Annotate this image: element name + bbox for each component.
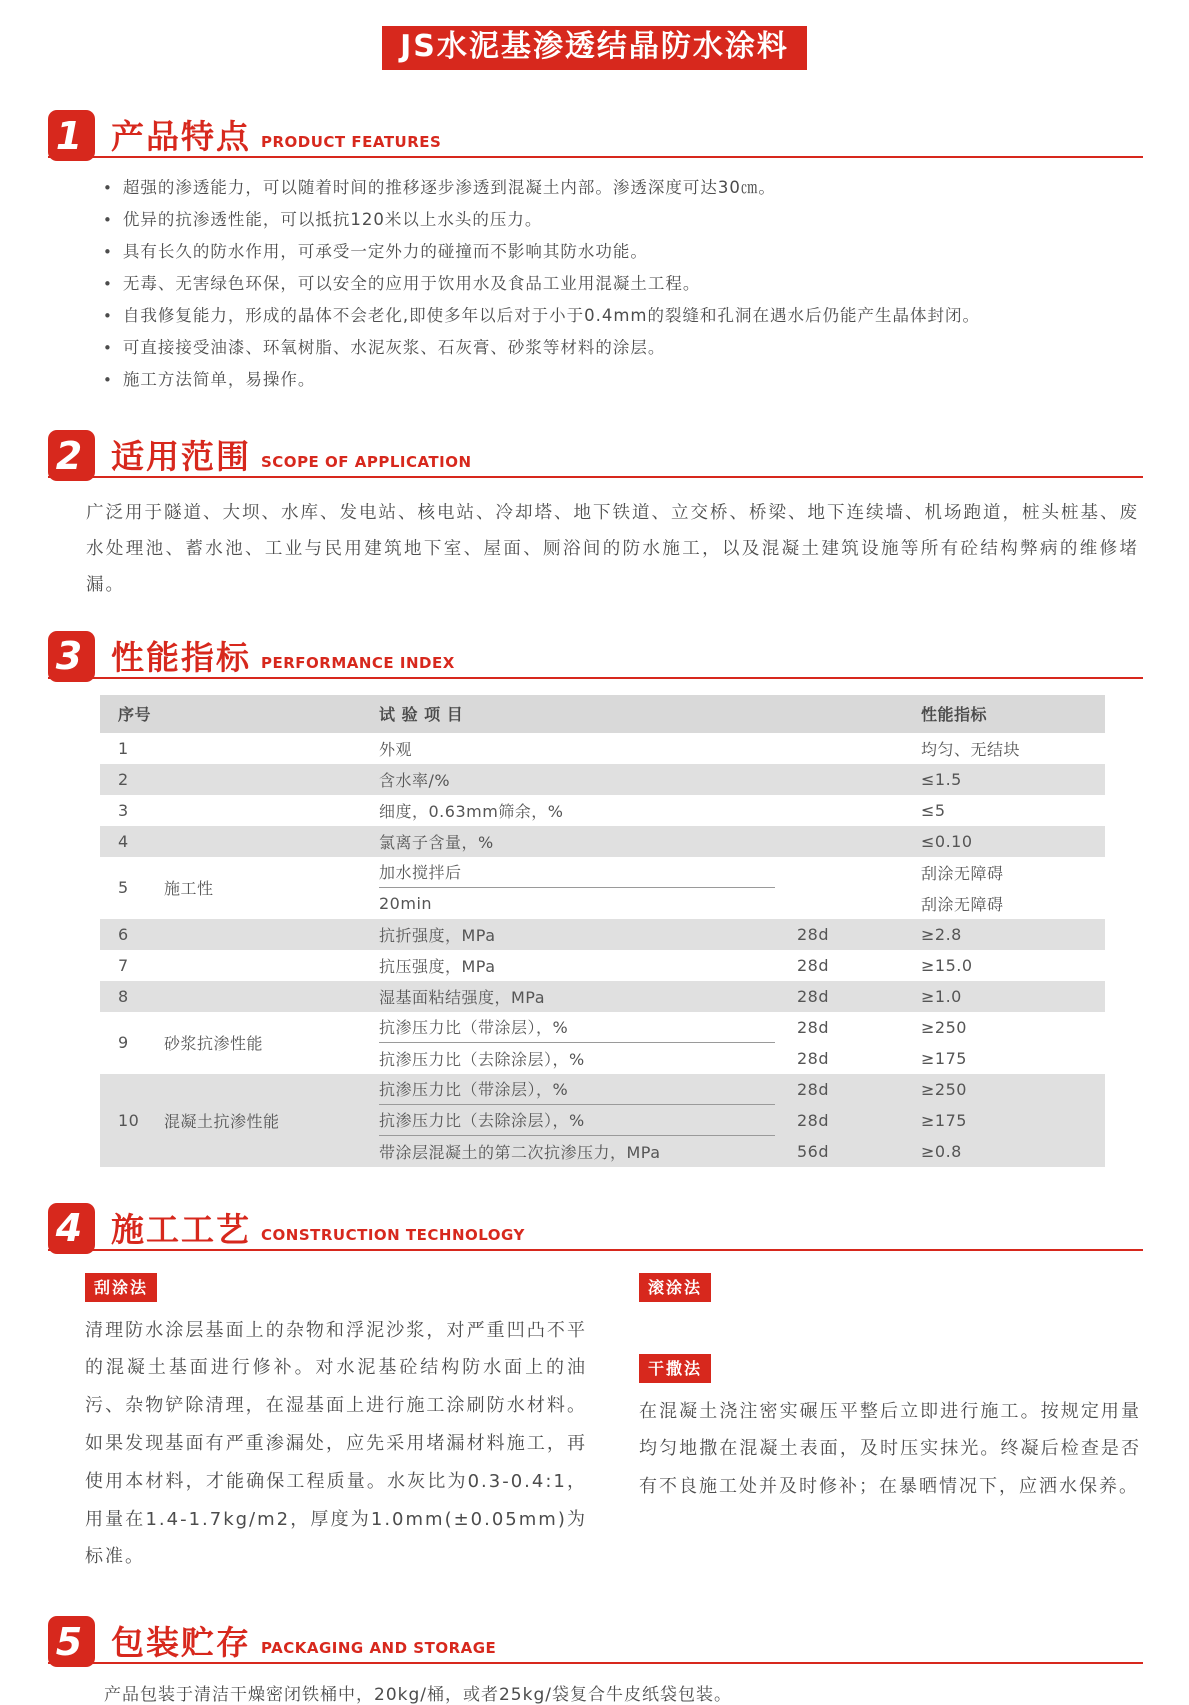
feature-text: 超强的渗透能力，可以随着时间的推移逐步渗透到混凝土内部。渗透深度可达30㎝。 <box>122 178 776 197</box>
header-cell-no: 序号 <box>118 705 152 725</box>
cell-age <box>775 795 905 826</box>
cell-age: 28d <box>797 924 830 944</box>
section-5-number: 5 <box>48 1616 95 1667</box>
cell-age: 28d <box>797 1110 830 1130</box>
cell-item: 抗折强度，MPa <box>379 925 496 945</box>
cell-age: 28d <box>797 955 830 975</box>
cell-item: 加水搅拌后 <box>379 857 775 888</box>
cell-age <box>775 764 905 795</box>
section-3-header <box>48 631 1143 679</box>
cell-no: 4 <box>118 831 129 851</box>
cell-no: 5 <box>118 878 129 898</box>
table-row <box>100 1012 1105 1074</box>
feature-text: 施工方法简单，易操作。 <box>122 370 316 389</box>
feature-item <box>103 368 1129 392</box>
method-badge-roll: 滚涂法 <box>639 1273 711 1302</box>
cell-no: 2 <box>118 769 129 789</box>
cell-group <box>160 733 375 764</box>
performance-table <box>100 695 1105 1167</box>
cell-value: ≤1.5 <box>921 769 962 789</box>
section-5-title: 包装贮存 <box>111 1623 251 1663</box>
table-row <box>100 826 1105 857</box>
table-header-row <box>100 695 1105 733</box>
section-2-subtitle: SCOPE OF APPLICATION <box>261 453 472 471</box>
cell-group <box>160 795 375 826</box>
cell-age-stack <box>775 1012 905 1074</box>
cell-value: ≤5 <box>921 800 946 820</box>
cell-value-stack <box>905 1012 1105 1074</box>
section-4-number: 4 <box>48 1203 95 1254</box>
cell-no: 9 <box>118 1033 129 1053</box>
cell-group <box>160 764 375 795</box>
cell-age <box>775 733 905 764</box>
table-row <box>100 764 1105 795</box>
feature-text: 自我修复能力，形成的晶体不会老化,即使多年以后对于小于0.4mm的裂缝和孔洞在遇水后仍能产生晶体封闭。 <box>122 306 980 325</box>
cell-value: ≥250 <box>921 1017 967 1037</box>
cell-value: 刮涂无障碍 <box>921 894 1004 914</box>
section-2-title: 适用范围 <box>111 437 251 476</box>
section-3-title: 性能指标 <box>111 637 251 677</box>
section-1-header <box>48 110 1143 158</box>
cell-value: 刮涂无障碍 <box>921 863 1004 883</box>
cell-no: 8 <box>118 986 129 1006</box>
header-cell-index: 性能指标 <box>921 705 988 725</box>
table-row <box>100 981 1105 1012</box>
construction-methods <box>85 1273 1141 1577</box>
section-5-header <box>48 1616 1143 1664</box>
section-3-subtitle: PERFORMANCE INDEX <box>261 653 455 672</box>
bullet-dot: • <box>103 307 113 325</box>
feature-text: 可直接接受油漆、环氧树脂、水泥灰浆、石灰膏、砂浆等材料的涂层。 <box>122 338 666 357</box>
packaging-paragraph: 产品包装于清洁干燥密闭铁桶中，20kg/桶，或者25kg/袋复合牛皮纸袋包装。 <box>104 1685 732 1705</box>
cell-item: 抗渗压力比（带涂层），% <box>379 1012 775 1043</box>
cell-group <box>160 826 375 857</box>
cell-item: 抗渗压力比（带涂层），% <box>379 1074 775 1105</box>
cell-age: 56d <box>797 1141 830 1161</box>
cell-group <box>160 919 375 950</box>
cell-age-stack <box>775 857 905 919</box>
feature-text: 具有长久的防水作用，可承受一定外力的碰撞而不影响其防水功能。 <box>122 242 648 261</box>
cell-item: 外观 <box>379 739 413 759</box>
cell-no: 3 <box>118 800 129 820</box>
header-cell-group <box>160 695 375 733</box>
section-2-number: 2 <box>48 430 95 481</box>
cell-no: 1 <box>118 738 129 758</box>
cell-no: 10 <box>118 1110 140 1130</box>
feature-list <box>103 176 1129 392</box>
section-5-subtitle: PACKAGING AND STORAGE <box>261 1639 497 1658</box>
table-row <box>100 1074 1105 1167</box>
cell-item: 细度，0.63mm筛余，% <box>379 801 564 821</box>
bullet-dot: • <box>103 371 113 389</box>
section-4-title: 施工工艺 <box>111 1209 251 1249</box>
bullet-dot: • <box>103 243 113 261</box>
cell-value-stack <box>905 857 1105 919</box>
feature-item <box>103 176 1129 200</box>
cell-item-stack <box>375 1012 775 1074</box>
table-row <box>100 919 1105 950</box>
cell-no: 7 <box>118 955 129 975</box>
cell-item: 20min <box>379 893 433 913</box>
feature-text: 优异的抗渗透性能，可以抵抗120米以上水头的压力。 <box>122 210 543 229</box>
construction-left-column <box>85 1273 587 1577</box>
feature-item <box>103 304 1129 328</box>
header-cell-item: 试 验 项 目 <box>379 705 464 725</box>
cell-age: 28d <box>797 1079 830 1099</box>
cell-group: 混凝土抗渗性能 <box>164 1111 280 1131</box>
cell-item-stack <box>375 1074 775 1167</box>
cell-value: ≥15.0 <box>921 955 973 975</box>
cell-group <box>160 950 375 981</box>
cell-age <box>775 826 905 857</box>
cell-item: 带涂层混凝土的第二次抗渗压力，MPa <box>379 1142 661 1162</box>
doc-title: JS水泥基渗透结晶防水涂料 <box>382 26 807 70</box>
section-4-subtitle: CONSTRUCTION TECHNOLOGY <box>261 1225 525 1244</box>
cell-item: 含水率/% <box>379 770 451 790</box>
section-1-title: 产品特点 <box>111 117 251 156</box>
scope-paragraph: 广泛用于隧道、大坝、水库、发电站、核电站、冷却塔、地下铁道、立交桥、桥梁、地下连续墙、机场跑道，桩头桩基、废水处理池、蓄水池、工业与民用建筑地下室、屋面、厕浴间的防水施工，以及混凝土建筑设施等所有砼结构弊病的维修堵漏。 <box>86 503 1139 595</box>
table-row <box>100 857 1105 919</box>
cell-value: ≥175 <box>921 1048 967 1068</box>
cell-item: 抗渗压力比（去除涂层），% <box>379 1105 775 1136</box>
construction-right-column <box>639 1273 1141 1577</box>
cell-value: ≥2.8 <box>921 924 962 944</box>
cell-value: ≥250 <box>921 1079 967 1099</box>
bullet-dot: • <box>103 211 113 229</box>
feature-item <box>103 336 1129 360</box>
cell-item: 氯离子含量，% <box>379 832 494 852</box>
table-row <box>100 950 1105 981</box>
cell-group: 施工性 <box>164 879 214 899</box>
cell-age: 28d <box>797 1017 830 1037</box>
method-badge-scrape: 刮涂法 <box>85 1273 157 1302</box>
bullet-dot: • <box>103 339 113 357</box>
cell-item: 湿基面粘结强度，MPa <box>379 987 546 1007</box>
cell-item: 抗压强度，MPa <box>379 956 496 976</box>
cell-value: ≥175 <box>921 1110 967 1130</box>
bullet-dot: • <box>103 179 113 197</box>
cell-age: 28d <box>797 986 830 1006</box>
section-3-number: 3 <box>48 631 95 682</box>
cell-no: 6 <box>118 924 129 944</box>
cell-value: 均匀、无结块 <box>921 739 1021 759</box>
cell-value: ≥0.8 <box>921 1141 962 1161</box>
dry-paragraph: 在混凝土浇注密实碾压平整后立即进行施工。按规定用量均匀地撒在混凝土表面，及时压实抹光。终凝后检查是否有不良施工处并及时修补；在暴晒情况下，应洒水保养。 <box>639 1400 1141 1498</box>
method-badge-dry: 干撒法 <box>639 1354 711 1383</box>
feature-text: 无毒、无害绿色环保，可以安全的应用于饮用水及食品工业用混凝土工程。 <box>122 274 701 293</box>
cell-value-stack <box>905 1074 1105 1167</box>
feature-item <box>103 208 1129 232</box>
feature-item <box>103 240 1129 264</box>
cell-age <box>775 888 905 919</box>
section-4-header <box>48 1203 1143 1251</box>
cell-group: 砂浆抗渗性能 <box>164 1034 264 1054</box>
cell-age <box>775 857 905 888</box>
cell-age-stack <box>775 1074 905 1167</box>
feature-item <box>103 272 1129 296</box>
cell-item: 抗渗压力比（去除涂层），% <box>379 1049 585 1069</box>
cell-age: 28d <box>797 1048 830 1068</box>
cell-item-stack <box>375 857 775 919</box>
section-1-number: 1 <box>48 110 95 161</box>
section-1-subtitle: PRODUCT FEATURES <box>261 133 442 151</box>
table-row <box>100 795 1105 826</box>
cell-value: ≤0.10 <box>921 831 973 851</box>
cell-value: ≥1.0 <box>921 986 962 1006</box>
bullet-dot: • <box>103 275 113 293</box>
header-cell-age <box>775 695 905 733</box>
section-2-header <box>48 430 1143 478</box>
scrape-paragraph: 清理防水涂层基面上的杂物和浮泥沙浆，对严重凹凸不平的混凝土基面进行修补。对水泥基砼结构防水面上的油污、杂物铲除清理，在湿基面上进行施工涂刷防水材料。如果发现基面有严重渗漏处，应先采用堵漏材料施工，再使用本材料，才能确保工程质量。水灰比为0.3-0.4:1，用量在1.4-1.7kg/m2，厚度为1.0mm(±0.05mm)为标准。 <box>85 1319 587 1568</box>
doc-title-banner <box>0 0 1189 70</box>
cell-group <box>160 981 375 1012</box>
table-row <box>100 733 1105 764</box>
